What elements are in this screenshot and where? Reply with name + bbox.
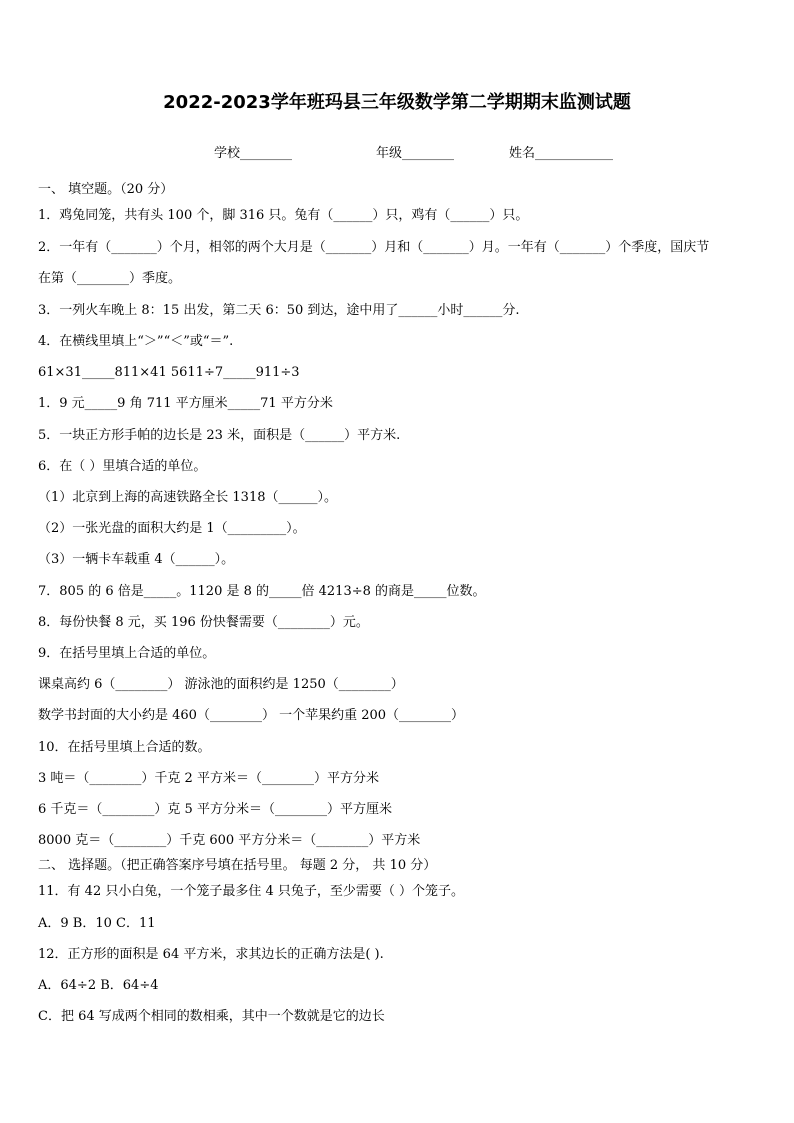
question-10: 10．在括号里填上合适的数。 <box>38 740 211 755</box>
section-2-heading: 二、 选择题。（把正确答案序号填在括号里。 每题 2 分， 共 10 分） <box>38 858 437 873</box>
question-6: 6．在（ ）里填合适的单位。 <box>38 459 207 474</box>
question-12-option-c: C．把 64 写成两个相同的数相乘，其中一个数就是它的边长 <box>38 1009 385 1024</box>
question-2-cont: 在第（________）季度。 <box>38 271 182 286</box>
question-4: 4．在横线里填上“＞”“＜”或“＝”. <box>38 334 234 349</box>
question-6-item-1: （1）北京到上海的高速铁路全长 1318（______）。 <box>38 490 337 505</box>
school-field: 学校________ <box>214 146 293 161</box>
question-9-row-1: 课桌高约 6（________） 游泳池的面积约是 1250（________） <box>38 677 404 692</box>
grade-field: 年级________ <box>376 146 455 161</box>
question-6-item-3: （3）一辆卡车载重 4（______）。 <box>38 552 235 567</box>
question-10-row-1: 3 吨＝（________）千克 2 平方米＝（________）平方分米 <box>38 771 379 786</box>
question-2: 2．一年有（_______）个月，相邻的两个大月是（_______）月和（_______）月。一年有（_______）个季度，国庆节 <box>38 240 710 255</box>
question-7: 7．805 的 6 倍是_____。1120 是 8 的_____倍 4213÷8 的商是_____位数。 <box>38 584 486 599</box>
page-title: 2022-2023学年班玛县三年级数学第二学期期末监测试题 <box>163 92 631 113</box>
question-9-row-2: 数学书封面的大小约是 460（________） 一个苹果约重 200（________） <box>38 708 465 723</box>
question-12-options: A．64÷2 B．64÷4 <box>38 978 159 993</box>
question-1: 1．鸡兔同笼，共有头 100 个，脚 316 只。兔有（______）只，鸡有（______）只。 <box>38 208 529 223</box>
question-4-row-2: 1．9 元_____9 角 711 平方厘米_____71 平方分米 <box>38 396 333 411</box>
question-12: 12．正方形的面积是 64 平方米，求其边长的正确方法是( ). <box>38 947 384 962</box>
question-8: 8．每份快餐 8 元，买 196 份快餐需要（________）元。 <box>38 615 369 630</box>
question-6-item-2: （2）一张光盘的面积大约是 1（_________）。 <box>38 521 306 536</box>
question-11: 11．有 42 只小白兔，一个笼子最多住 4 只兔子，至少需要（ ）个笼子。 <box>38 884 465 899</box>
question-3: 3．一列火车晚上 8：15 出发，第二天 6：50 到达，途中用了______小时______分. <box>38 303 520 318</box>
question-10-row-3: 8000 克＝（________）千克 600 平方分米＝（________）平方米 <box>38 833 421 848</box>
section-1-heading: 一、 填空题。（20 分） <box>38 182 174 197</box>
question-11-options: A．9 B．10 C．11 <box>38 916 156 931</box>
question-10-row-2: 6 千克＝（________）克 5 平方分米＝（________）平方厘米 <box>38 802 392 817</box>
question-4-row-1: 61×31_____811×41 5611÷7_____911÷3 <box>38 365 300 380</box>
question-5: 5．一块正方形手帕的边长是 23 米，面积是（______）平方米. <box>38 428 401 443</box>
name-field: 姓名____________ <box>509 146 614 161</box>
question-9: 9．在括号里填上合适的单位。 <box>38 646 216 661</box>
